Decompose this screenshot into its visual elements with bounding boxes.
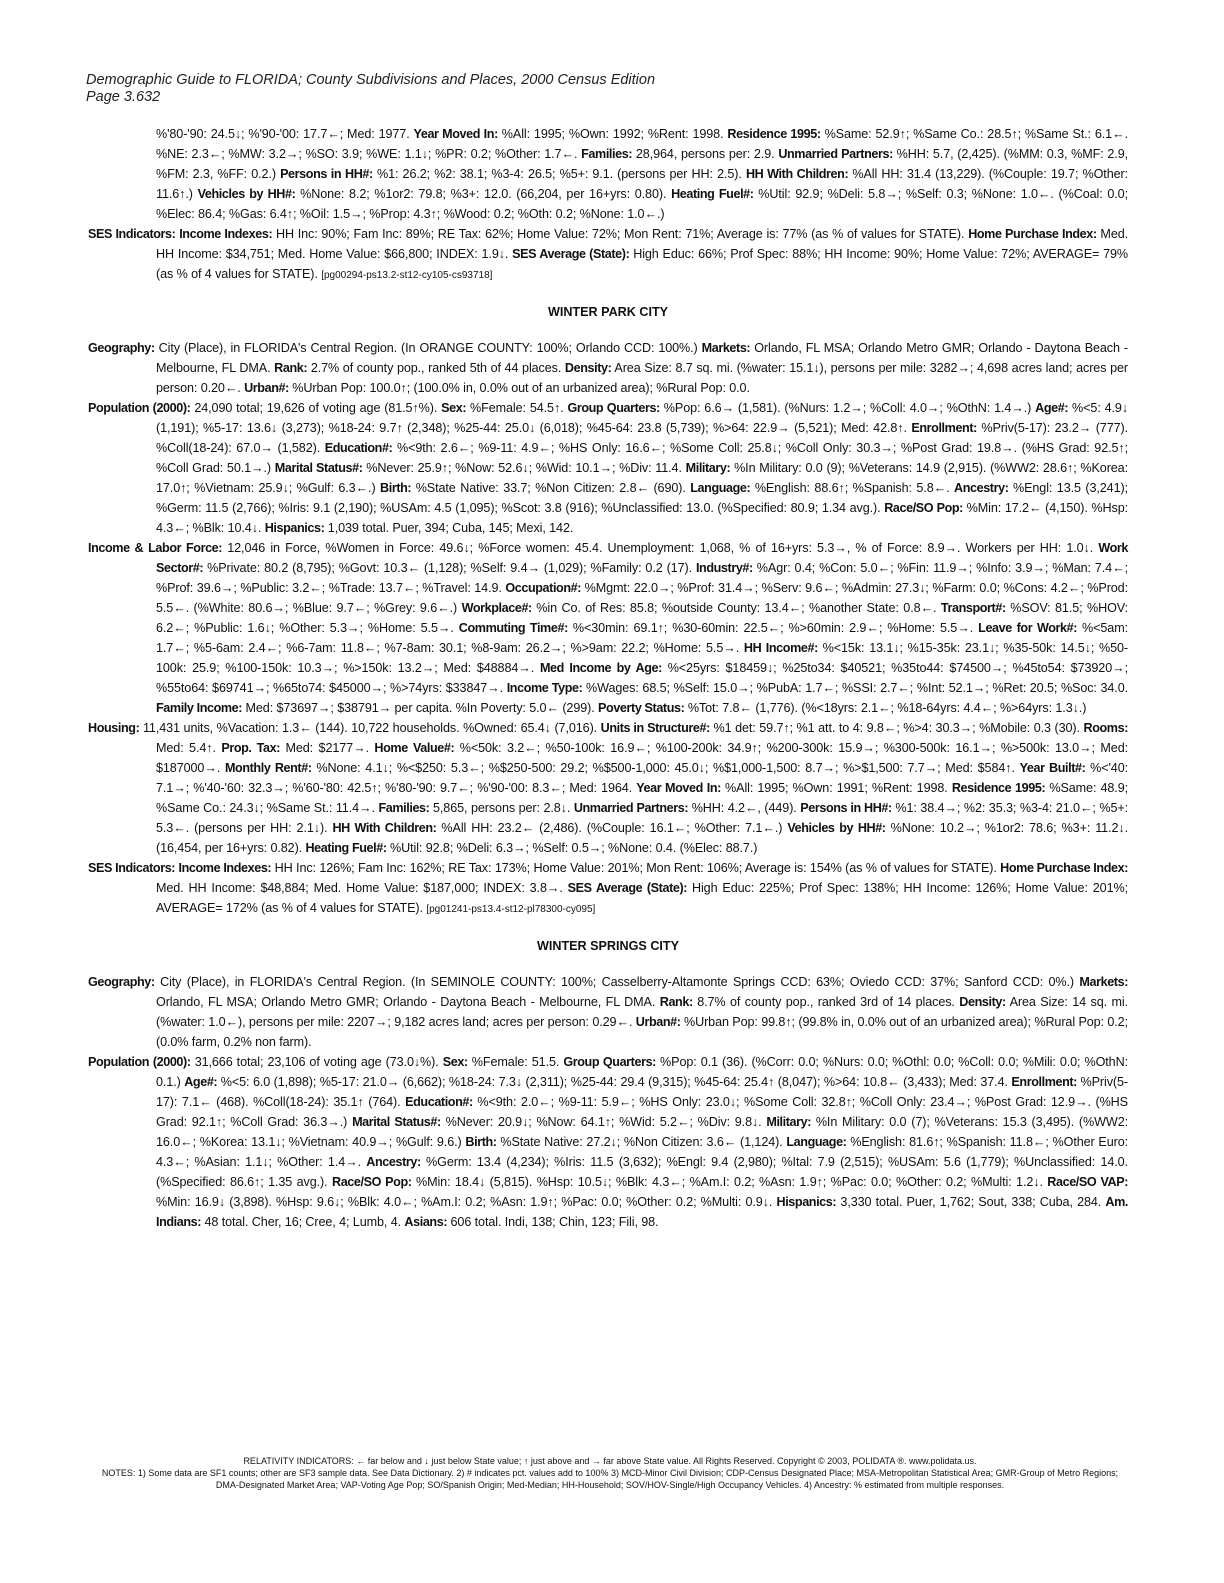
population-entry	[88, 398, 1128, 538]
field-text: %Agr: 0.4; %Con: 5.0←; %Fin: 11.9→; %Info: 3.9→; %Man: 7.4←; %Prof: 39.6→; %Public: 3.2←; %Trade: 13.7←; %Travel: 14.9.	[156, 561, 1128, 595]
field-label: Density:	[959, 995, 1006, 1009]
field-text: %HH: 4.2←, (449).	[688, 801, 801, 815]
field-text: %<50k: 3.2←; %50-100k: 16.9←; %100-200k: 34.9↑; %200-300k: 15.9→; %300-500k: 16.1→; %>500k: 13.0→; Med: $187000→.	[156, 741, 1128, 775]
field-label: SES Average (State):	[512, 247, 630, 261]
field-text: %Same: 48.9; %Same Co.: 24.3↓; %Same St.: 11.4→.	[156, 781, 1128, 815]
field-text: 3,330 total. Puer, 1,762; Sout, 338; Cuba, 284.	[836, 1195, 1106, 1209]
field-text: %Private: 80.2 (8,795); %Govt: 10.3← (1,128); %Self: 9.4→ (1,029); %Family: 0.2 (17).	[203, 561, 696, 575]
field-text: %<'40: 7.1→; %'40-'60: 32.3→; %'60-'80: 42.5↑; %'80-'90: 9.7←; %'90-'00: 8.3←; Med: 1964.	[156, 761, 1128, 795]
field-label: Vehicles by HH#:	[197, 187, 296, 201]
field-label: SES Average (State):	[567, 881, 688, 895]
field-label: Heating Fuel#:	[305, 841, 387, 855]
field-text: %Urban Pop: 100.0↑; (100.0% in, 0.0% out of an urbanized area); %Rural Pop: 0.0.	[288, 381, 750, 395]
field-label: Hispanics:	[776, 1195, 837, 1209]
field-text: %1 det: 59.7↑; %1 att. to 4: 9.8←; %>4: 30.3→; %Mobile: 0.3 (30).	[709, 721, 1084, 735]
field-label: Military:	[766, 1115, 812, 1129]
field-label: Families:	[378, 801, 430, 815]
field-label: Enrollment:	[911, 421, 977, 435]
field-label: Income Indexes:	[179, 227, 273, 241]
field-text: %1: 26.2; %2: 38.1; %3-4: 26.5; %5+: 9.1. (persons per HH: 2.5).	[372, 167, 746, 181]
field-text: %<5: 6.0 (1,898); %5-17: 21.0→ (6,662); %18-24: 7.3↓ (2,311); %25-44: 29.4 (9,315); %45-64: 25.4↑ (8,047); %>64: 10.8← (3,433); Med: 37.4.	[217, 1075, 1012, 1089]
field-text: 31,666 total; 23,106 of voting age (73.0↓%).	[190, 1055, 443, 1069]
field-text: %in Co. of Res: 85.8; %outside County: 13.4←; %another State: 0.8←.	[531, 601, 941, 615]
field-label: Vehicles by HH#:	[787, 821, 886, 835]
field-label: Income Type:	[506, 681, 583, 695]
field-label: Education#:	[405, 1095, 473, 1109]
field-label: Education#:	[324, 441, 393, 455]
field-label: Year Built#:	[1019, 761, 1086, 775]
field-text: HH Inc: 126%; Fam Inc: 162%; RE Tax: 173%; Home Value: 201%; Mon Rent: 106%; Average is: 154% (as % of values for STATE).	[271, 861, 1001, 875]
field-label: Housing:	[88, 721, 140, 735]
field-text: Area Size: 14 sq. mi. (%water: 1.0←), persons per mile: 2207→; 9,182 acres land; acres per person: 0.29←.	[156, 995, 1128, 1029]
field-label: Geography:	[88, 341, 155, 355]
field-text: HH Inc: 90%; Fam Inc: 89%; RE Tax: 62%; Home Value: 72%; Mon Rent: 71%; Average is: 77% (as % of values for STATE).	[272, 227, 969, 241]
field-label: Race/SO Pop:	[884, 501, 963, 515]
field-label: Population (2000):	[88, 1055, 191, 1069]
field-text: %<5am: 1.7←; %5-6am: 2.4←; %6-7am: 11.8←; %7-8am: 30.1; %8-9am: 26.2→; %>9am: 22.2; %Home: 5.5→.	[156, 621, 1128, 655]
field-text: %Urban Pop: 99.8↑; (99.8% in, 0.0% out of an urbanized area); %Rural Pop: 0.2; (0.0% farm, 0.2% non farm).	[156, 1015, 1128, 1049]
page-footer	[90, 1455, 1130, 1491]
field-text: %<25yrs: $18459↓; %25to34: $40521; %35to44: $74500→; %45to54: $73920→; %55to64: $69741→; %65to74: $45000→; %>74yrs: $33847→.	[156, 661, 1128, 695]
field-text: 12,046 in Force, %Women in Force: 49.6↓; %Force women: 45.4. Unemployment: 1,068, % of 16+yrs: 5.3→, % of Force: 8.9→. Workers per HH: 1.0↓.	[222, 541, 1099, 555]
field-label: Unmarried Partners:	[573, 801, 689, 815]
field-text: %In Military: 0.0 (7); %Veterans: 15.3 (3,495). (%WW2: 16.0←; %Korea: 13.1↓; %Vietnam: 40.9→; %Gulf: 9.6.)	[156, 1115, 1128, 1149]
field-text: %All HH: 23.2← (2,486). (%Couple: 16.1←; %Other: 7.1←.)	[436, 821, 788, 835]
page-header	[86, 72, 1146, 106]
field-label: Leave for Work#:	[978, 621, 1077, 635]
field-label: Rank:	[274, 361, 308, 375]
field-text: %Util: 92.8; %Deli: 6.3→; %Self: 0.5→; %None: 0.4. (%Elec: 88.7.)	[386, 841, 758, 855]
field-text: %Priv(5-17): 7.1← (468). %Coll(18-24): 35.1↑ (764).	[156, 1075, 1128, 1109]
field-text: %English: 88.6↑; %Spanish: 5.8←.	[750, 481, 954, 495]
field-text: 24,090 total; 19,626 of voting age (81.5↑%).	[190, 401, 442, 415]
field-label: Race/SO VAP:	[1047, 1175, 1128, 1189]
field-text: %Priv(5-17): 23.2→ (777). %Coll(18-24): 67.0→ (1,582).	[156, 421, 1128, 455]
field-label: Group Quarters:	[563, 1055, 656, 1069]
field-text: %Min: 18.4↓ (5,815). %Hsp: 10.5↓; %Blk: 4.3←; %Am.I: 0.2; %Asn: 1.9↑; %Pac: 0.0; %Other: 0.2; %Multi: 1.2↓.	[411, 1175, 1048, 1189]
field-label: Markets:	[701, 341, 751, 355]
field-text: Area Size: 8.7 sq. mi. (%water: 15.1↓), persons per mile: 3282→; 4,698 acres land; acres per person: 0.20←.	[156, 361, 1128, 395]
field-text: %'80-'90: 24.5↓; %'90-'00: 17.7←; Med: 1977.	[156, 127, 414, 141]
field-label: Population (2000):	[88, 401, 191, 415]
field-label: Unmarried Partners:	[778, 147, 893, 161]
field-label: Transport#:	[940, 601, 1006, 615]
field-label: Persons in HH#:	[800, 801, 892, 815]
field-text: %Never: 25.9↑; %Now: 52.6↓; %Wid: 10.1→; %Div: 11.4.	[362, 461, 686, 475]
field-label: Asians:	[404, 1215, 448, 1229]
field-text: 606 total. Indi, 138; Chin, 123; Fili, 98.	[447, 1215, 659, 1229]
field-text: %<30min: 69.1↑; %30-60min: 22.5←; %>60min: 2.9←; %Home: 5.5→.	[567, 621, 979, 635]
field-label: Med Income by Age:	[539, 661, 662, 675]
field-label: Home Value#:	[374, 741, 455, 755]
field-text: 28,964, persons per: 2.9.	[632, 147, 779, 161]
field-text: %<9th: 2.6←; %9-11: 4.9←; %HS Only: 16.6←; %Some Coll: 25.8↓; %Coll Only: 30.3→; %Post Grad: 19.8→. (%HS Grad: 92.5↑; %Coll Grad: 50.1→.)	[156, 441, 1128, 475]
field-label: HH Income#:	[743, 641, 818, 655]
field-label: Group Quarters:	[567, 401, 660, 415]
field-label: Military:	[685, 461, 731, 475]
field-text: Orlando, FL MSA; Orlando Metro GMR; Orlando - Daytona Beach - Melbourne, FL DMA.	[156, 995, 660, 1009]
field-label: Marital Status#:	[274, 461, 363, 475]
field-text: %<9th: 2.0←; %9-11: 5.9←; %HS Only: 23.0↓; %Some Coll: 32.8↑; %Coll Only: 23.4→; %Post Grad: 12.9→. (%HS Grad: 92.1↑; %Coll Grad: 36.3→.)	[156, 1095, 1128, 1129]
field-text: %Female: 51.5.	[467, 1055, 564, 1069]
field-label: Poverty Status:	[598, 701, 685, 715]
field-label: Urban#:	[635, 1015, 681, 1029]
field-label: Workplace#:	[461, 601, 532, 615]
field-text: %<5: 4.9↓ (1,191); %5-17: 13.6↓ (3,273); %18-24: 9.7↑ (2,348); %25-44: 25.0↓ (6,018); %45-64: 23.8 (5,739); %>64: 22.9→ (5,521); Med: 42.8↑.	[156, 401, 1129, 435]
relativity-indicators-note: RELATIVITY INDICATORS: ← far below and ↓ just below State value; ↑ just above and → far above State value. All Rights Reserved. Copyright © 2003, POLIDATA ®. www.polidata.us.	[243, 1456, 977, 1466]
field-text: 8.7% of county pop., ranked 3rd of 14 places.	[692, 995, 960, 1009]
field-text: High Educ: 66%; Prof Spec: 88%; HH Income: 90%; Home Value: 72%; AVERAGE= 79% (as % of 4 values for STATE).	[156, 247, 1128, 281]
field-text: %Min: 17.2← (4,150). %Hsp: 4.3←; %Blk: 10.4↓.	[156, 501, 1129, 535]
field-text: %Pop: 6.6→ (1,581). (%Nurs: 1.2→; %Coll: 4.0→; %OthN: 1.4→.)	[659, 401, 1036, 415]
field-label: Year Moved In:	[636, 781, 721, 795]
field-text: 5,865, persons per: 2.8↓.	[429, 801, 574, 815]
field-label: Income & Labor Force:	[88, 541, 223, 555]
field-text: %SOV: 81.5; %HOV: 6.2←; %Public: 1.6↓; %Other: 5.3→; %Home: 5.5→.	[156, 601, 1128, 635]
field-label: Race/SO Pop:	[332, 1175, 412, 1189]
field-label: Work Sector#:	[156, 541, 1128, 575]
field-text: %HH: 5.7, (2,425). (%MM: 0.3, %MF: 2.9, %FM: 2.3, %FF: 0.2.)	[156, 147, 1129, 181]
geography-entry	[88, 338, 1128, 398]
field-label: HH With Children:	[332, 821, 437, 835]
field-text: %Mgmt: 22.0→; %Prof: 31.4→; %Serv: 9.6←; %Admin: 27.3↓; %Farm: 0.0; %Cons: 4.2←; %Prod: 5.5←. (%White: 80.6→; %Blue: 9.7←; %Grey: 9.6←.)	[156, 581, 1128, 615]
record-reference: [pg01241-ps13.4-st12-pl78300-cy095]	[426, 904, 596, 915]
field-label: Rooms:	[1083, 721, 1128, 735]
field-label: Sex:	[441, 401, 467, 415]
income-labor-entry	[88, 538, 1128, 718]
field-label: Age#:	[184, 1075, 218, 1089]
field-label: Urban#:	[244, 381, 289, 395]
field-label: Persons in HH#:	[280, 167, 373, 181]
field-text: %All: 1995; %Own: 1992; %Rent: 1998.	[497, 127, 728, 141]
field-text: %1: 38.4→; %2: 35.3; %3-4: 21.0←; %5+: 5.3←. (persons per HH: 2.1↓).	[156, 801, 1129, 835]
housing-continued	[88, 124, 1128, 224]
field-text: Orlando, FL MSA; Orlando Metro GMR; Orlando - Daytona Beach - Melbourne, FL DMA.	[156, 341, 1128, 375]
field-text: %None: 4.1↓; %<$250: 5.3←; %$250-500: 29.2; %$500-1,000: 45.0↓; %$1,000-1,500: 8.7→; %>$1,500: 7.7→; Med: $584↑.	[311, 761, 1020, 775]
field-label: Age#:	[1035, 401, 1069, 415]
field-label: Family Income:	[156, 701, 243, 715]
field-label: Markets:	[1079, 975, 1128, 989]
section-title-winter-park: WINTER PARK CITY	[547, 305, 669, 319]
field-text: %Same: 52.9↑; %Same Co.: 28.5↑; %Same St.: 6.1←. %NE: 2.3←; %MW: 3.2→; %SO: 3.9; %WE: 1.1↓; %PR: 0.2; %Other: 1.7←.	[156, 127, 1128, 161]
field-text: %Female: 54.5↑.	[466, 401, 568, 415]
field-label: Geography:	[88, 975, 155, 989]
field-label: Language:	[786, 1135, 847, 1149]
field-label: Heating Fuel#:	[671, 187, 754, 201]
field-label: Units in Structure#:	[600, 721, 710, 735]
geography-entry	[88, 972, 1128, 1052]
field-label: SES Indicators:	[88, 227, 176, 241]
field-text: Med. HH Income: $34,751; Med. Home Value: $66,800; INDEX: 1.9↓.	[156, 227, 1129, 261]
ses-indicators	[88, 858, 1128, 920]
field-label: Enrollment:	[1011, 1075, 1077, 1089]
field-text: Med. HH Income: $48,884; Med. Home Value: $187,000; INDEX: 3.8→.	[156, 881, 568, 895]
field-text: 48 total. Cher, 16; Cree, 4; Lumb, 4.	[201, 1215, 405, 1229]
ses-indicators	[88, 224, 1128, 286]
field-label: Monthly Rent#:	[224, 761, 312, 775]
footnotes: NOTES: 1) Some data are SF1 counts; other are SF3 sample data. See Data Dictionary. 2) # indicates pct. values add to 100% 3) MCD-Minor Civil Division; CDP-Census Designated Place; MSA-Metropolitan Statistical Area; GMR-Group of Metro Regions; DMA-Designated Market Area; VAP-Voting Age Pop; SO/Spanish Origin; Med-Median; HH-Household; SOV/HOV-Single/High Occupancy Vehicles. 4) Ancestry: % estimated from multiple responses.	[101, 1468, 1119, 1490]
field-label: Income Indexes:	[178, 861, 272, 875]
field-label: Rank:	[659, 995, 693, 1009]
field-text: %Tot: 7.8← (1,776). (%<18yrs: 2.1←; %18-64yrs: 4.4←; %>64yrs: 1.3↓.)	[684, 701, 1087, 715]
field-text: %State Native: 33.7; %Non Citizen: 2.8← (690).	[411, 481, 691, 495]
field-text: %Wages: 68.5; %Self: 15.0→; %PubA: 1.7←; %SSI: 2.7←; %Int: 52.1→; %Ret: 20.5; %Soc: 34.0.	[582, 681, 1128, 695]
field-label: Sex:	[442, 1055, 468, 1069]
field-text: %In Military: 0.0 (9); %Veterans: 14.9 (2,915). (%WW2: 28.6↑; %Korea: 17.0↑; %Vietnam: 25.9↓; %Gulf: 6.3←.)	[156, 461, 1128, 495]
field-text: %Engl: 13.5 (3,241); %Germ: 11.5 (2,766); %Iris: 9.1 (2,190); %USAm: 4.5 (1,095); %Scot: 3.8 (916); %Unclassified: 13.0. (%Specified: 80.9; 1.34 avg.).	[156, 481, 1128, 515]
field-text: Med: 5.4↑.	[156, 741, 222, 755]
field-text: City (Place), in FLORIDA's Central Region. (In SEMINOLE COUNTY: 100%; Casselberry-Altamonte Springs CCD: 63%; Oviedo CCD: 37%; Sanford CCD: 0%.)	[154, 975, 1080, 989]
field-label: Birth:	[380, 481, 412, 495]
field-text: %State Native: 27.2↓; %Non Citizen: 3.6← (1,124).	[496, 1135, 787, 1149]
field-text: 2.7% of county pop., ranked 5th of 44 places.	[307, 361, 565, 375]
field-label: Families:	[581, 147, 633, 161]
field-label: Birth:	[465, 1135, 497, 1149]
field-label: Year Moved In:	[413, 127, 498, 141]
field-text: 11,431 units, %Vacation: 1.3← (144). 10,722 households. %Owned: 65.4↓ (7,016).	[139, 721, 601, 735]
field-text: High Educ: 225%; Prof Spec: 138%; HH Income: 126%; Home Value: 201%; AVERAGE= 172% (as % of 4 values for STATE).	[156, 881, 1128, 915]
field-label: Prop. Tax:	[221, 741, 281, 755]
field-label: Density:	[564, 361, 612, 375]
field-label: SES Indicators:	[88, 861, 176, 875]
field-label: Occupation#:	[505, 581, 582, 595]
field-text: %<15k: 13.1↓; %15-35k: 23.1↓; %35-50k: 14.5↓; %50-100k: 25.9; %100-150k: 10.3→; %>150k: 13.2→; Med: $48884→.	[156, 641, 1129, 675]
document-body	[88, 124, 1128, 1232]
field-label: HH With Children:	[745, 167, 849, 181]
field-label: Industry#:	[695, 561, 753, 575]
field-label: Ancestry:	[954, 481, 1009, 495]
field-label: Residence 1995:	[951, 781, 1046, 795]
field-label: Marital Status#:	[352, 1115, 441, 1129]
record-reference: [pg00294-ps13.2-st12-cy105-cs93718]	[321, 270, 493, 281]
field-text: Med: $2177→.	[280, 741, 375, 755]
field-text: %All: 1995; %Own: 1991; %Rent: 1998.	[720, 781, 952, 795]
population-entry	[88, 1052, 1128, 1232]
housing-entry	[88, 718, 1128, 858]
field-text: %English: 81.6↑; %Spanish: 11.8←; %Other Euro: 4.3←; %Asian: 1.1↓; %Other: 1.4→.	[156, 1135, 1128, 1169]
document-title: Demographic Guide to FLORIDA; County Subdivisions and Places, 2000 Census Edition	[86, 72, 656, 88]
field-text: %Germ: 13.4 (4,234); %Iris: 11.5 (3,632); %Engl: 9.4 (2,980); %Ital: 7.9 (2,515); %USAm: 5.6 (1,779); %Unclassified: 14.0. (%Specified: 86.6↑; 1.35 avg.).	[156, 1155, 1128, 1189]
field-label: Language:	[690, 481, 751, 495]
field-label: Hispanics:	[264, 521, 325, 535]
field-text: %Never: 20.9↓; %Now: 64.1↑; %Wid: 5.2←; %Div: 9.8↓.	[440, 1115, 767, 1129]
field-label: Home Purchase Index:	[1000, 861, 1128, 875]
field-text: City (Place), in FLORIDA's Central Region. (In ORANGE COUNTY: 100%; Orlando CCD: 100%.)	[154, 341, 702, 355]
page-number: Page 3.632	[86, 89, 161, 105]
field-text: %None: 8.2; %1or2: 79.8; %3+: 12.0. (66,204, per 16+yrs: 0.80).	[295, 187, 672, 201]
field-label: Ancestry:	[366, 1155, 421, 1169]
field-label: Commuting Time#:	[458, 621, 568, 635]
field-text: 1,039 total. Puer, 394; Cuba, 145; Mexi, 142.	[324, 521, 574, 535]
field-label: Residence 1995:	[727, 127, 821, 141]
field-label: Am. Indians:	[156, 1195, 1128, 1229]
field-text: %Util: 92.9; %Deli: 5.8→; %Self: 0.3; %None: 1.0←. (%Coal: 0.0; %Elec: 86.4; %Gas: 6.4↑; %Oil: 1.5→; %Prop: 4.3↑; %Wood: 0.2; %Oth: 0.2; %None: 1.0←.)	[156, 187, 1128, 221]
field-text: Med: $73697→; $38791→ per capita. %In Poverty: 5.0← (299).	[242, 701, 599, 715]
section-title-winter-springs: WINTER SPRINGS CITY	[536, 939, 680, 953]
field-text: %Min: 16.9↓ (3,898). %Hsp: 9.6↓; %Blk: 4.0←; %Am.I: 0.2; %Asn: 1.9↑; %Pac: 0.0; %Other: 0.2; %Multi: 0.9↓.	[156, 1195, 777, 1209]
field-text: %All HH: 31.4 (13,229). (%Couple: 19.7; %Other: 11.6↑.)	[156, 167, 1128, 201]
field-text: %None: 10.2→; %1or2: 78.6; %3+: 11.2↓. (16,454, per 16+yrs: 0.82).	[156, 821, 1128, 855]
field-text: %Pop: 0.1 (36). (%Corr: 0.0; %Nurs: 0.0; %Othl: 0.0; %Coll: 0.0; %Mili: 0.0; %OthN: 0.1.)	[156, 1055, 1128, 1089]
field-label: Home Purchase Index:	[968, 227, 1097, 241]
